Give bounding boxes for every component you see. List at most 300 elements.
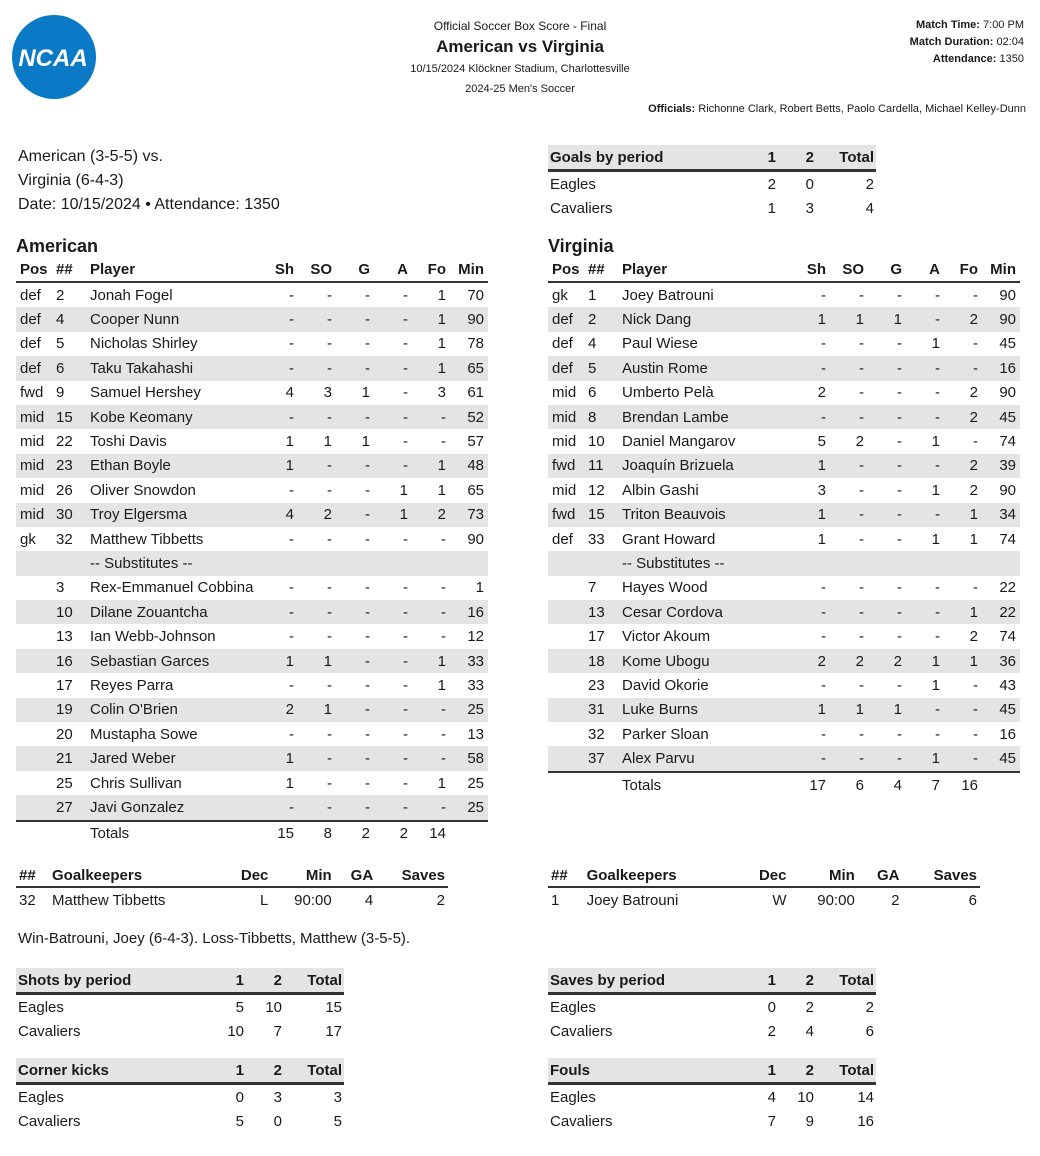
- stat-fo: -: [944, 356, 982, 380]
- box-header-row: [548, 257, 1020, 282]
- stat-sh: -: [260, 307, 298, 331]
- stat-a: 1: [906, 746, 944, 771]
- period-1-value: 1: [767, 199, 776, 217]
- goalkeeper-row: [548, 887, 980, 912]
- stat-so: -: [298, 600, 336, 624]
- total-fo: 16: [944, 772, 982, 797]
- player-name: Albin Gashi: [622, 481, 699, 499]
- stat-g: -: [897, 676, 902, 694]
- period-column-header: Total: [816, 1058, 876, 1084]
- team-label: Cavaliers: [550, 1112, 613, 1130]
- gk-name: Joey Batrouni: [586, 891, 679, 909]
- stat-so: -: [327, 628, 332, 646]
- column-header: Sh: [260, 257, 298, 282]
- stat-a: -: [374, 405, 412, 429]
- player-number: 20: [56, 725, 73, 743]
- stat-min: 65: [467, 481, 484, 499]
- team-label: Cavaliers: [550, 199, 613, 217]
- stat-a: 1: [399, 481, 408, 499]
- stat-sh: 1: [792, 698, 830, 722]
- player-row: [548, 722, 1020, 746]
- column-header: Goalkeepers: [49, 864, 223, 887]
- stat-g: -: [365, 481, 370, 499]
- player-position: mid: [16, 405, 52, 429]
- stat-g: -: [365, 530, 370, 548]
- stat-min: 34: [982, 503, 1020, 527]
- stat-g: -: [868, 454, 906, 478]
- period-column-header: 1: [740, 1058, 778, 1084]
- stat-min: 58: [450, 746, 488, 770]
- player-name: Kobe Keomany: [86, 405, 260, 429]
- attendance-label: Attendance:: [932, 53, 997, 65]
- player-name: Paul Wiese: [622, 335, 698, 353]
- period-2-value: 3: [805, 199, 814, 217]
- player-number: 17: [56, 676, 73, 694]
- stat-a: 1: [931, 433, 940, 451]
- stat-so: -: [298, 356, 336, 380]
- column-header: Player: [618, 257, 792, 282]
- player-position: def: [552, 335, 573, 353]
- player-name: Chris Sullivan: [90, 774, 182, 792]
- player-number: 11: [584, 454, 618, 478]
- player-name: Samuel Hershey: [90, 384, 201, 402]
- column-header: ##: [548, 864, 584, 887]
- column-header: Saves: [376, 864, 448, 887]
- stat-min: 13: [467, 725, 484, 743]
- stat-fo: 2: [412, 503, 450, 527]
- player-position: gk: [552, 286, 568, 304]
- stat-g: -: [365, 335, 370, 353]
- period-2-value: 2: [805, 998, 814, 1016]
- box-score-american: [16, 257, 488, 846]
- stat-min: 90: [467, 530, 484, 548]
- player-name: Parker Sloan: [622, 725, 709, 743]
- empty-cell: [944, 551, 982, 575]
- stat-so: 1: [298, 649, 336, 673]
- stat-min: 90: [450, 307, 488, 331]
- player-position: def: [16, 307, 52, 331]
- player-number: 12: [588, 481, 605, 499]
- period-row: [16, 1109, 344, 1133]
- stat-so: -: [859, 628, 864, 646]
- match-duration-label: Match Duration:: [909, 36, 994, 48]
- empty-cell: [868, 551, 906, 575]
- period-2-value: 9: [805, 1112, 814, 1130]
- stat-so: 2: [298, 503, 336, 527]
- stat-so: 2: [855, 433, 864, 451]
- stat-min: 12: [467, 628, 484, 646]
- player-name: Dilane Zouantcha: [86, 600, 260, 624]
- total-value: 16: [857, 1112, 874, 1130]
- player-row: [16, 332, 488, 356]
- stat-g: -: [336, 454, 374, 478]
- player-row: [16, 454, 488, 478]
- player-number: 6: [588, 384, 597, 402]
- empty-cell: [792, 551, 830, 575]
- player-name: Matthew Tibbetts: [90, 530, 204, 548]
- stat-min: 52: [450, 405, 488, 429]
- total-value: 5: [333, 1112, 342, 1130]
- stat-fo: 1: [969, 530, 978, 548]
- stat-a: -: [906, 503, 944, 527]
- player-position: [548, 746, 584, 771]
- team-name: Virginia: [548, 236, 614, 256]
- stat-min: 36: [982, 649, 1020, 673]
- stat-g: -: [897, 433, 902, 451]
- player-row: [16, 600, 488, 624]
- stat-so: -: [830, 454, 868, 478]
- stat-so: -: [859, 384, 864, 402]
- stat-fo: -: [441, 628, 446, 646]
- goals-by-period: [548, 145, 876, 220]
- stat-so: 1: [830, 307, 868, 331]
- stat-min: 90: [999, 286, 1016, 304]
- report-season: 2024-25 Men's Soccer: [465, 83, 575, 95]
- player-row: [16, 282, 488, 307]
- column-header: GA: [858, 864, 903, 887]
- ncaa-logo: [11, 14, 97, 100]
- player-row: [16, 771, 488, 795]
- stat-g: -: [336, 600, 374, 624]
- period-header-row: [16, 968, 344, 994]
- stat-a: -: [906, 454, 944, 478]
- empty-cell: [260, 551, 298, 575]
- stat-a: -: [403, 335, 408, 353]
- player-row: [548, 746, 1020, 771]
- player-name: Umberto Pelà: [622, 384, 714, 402]
- stat-g: -: [897, 725, 902, 743]
- stat-min: 73: [450, 503, 488, 527]
- player-row: [548, 307, 1020, 331]
- empty-cell: [450, 821, 488, 846]
- stat-g: -: [868, 405, 906, 429]
- total-value: 6: [865, 1022, 874, 1040]
- player-position: def: [20, 335, 41, 353]
- player-name: Joey Batrouni: [622, 286, 714, 304]
- period-column-header: Total: [284, 968, 344, 994]
- match-info: [910, 17, 1024, 68]
- player-number: 23: [52, 454, 86, 478]
- stat-g: 1: [868, 307, 906, 331]
- player-row: [16, 429, 488, 453]
- stat-fo: 2: [944, 454, 982, 478]
- player-row: [16, 673, 488, 697]
- period-table-title: Corner kicks: [16, 1058, 208, 1084]
- player-position: [548, 600, 584, 624]
- stat-g: -: [365, 725, 370, 743]
- stat-fo: 2: [969, 481, 978, 499]
- player-number: 1: [588, 286, 597, 304]
- stat-so: -: [859, 579, 864, 597]
- stat-sh: 1: [285, 774, 294, 792]
- period-1-value: 5: [235, 1112, 244, 1130]
- team-label: Eagles: [18, 998, 64, 1016]
- stat-fo: 2: [969, 384, 978, 402]
- player-position: mid: [16, 454, 52, 478]
- gk-saves: 6: [968, 891, 977, 909]
- stat-so: -: [859, 530, 864, 548]
- stat-so: -: [830, 746, 868, 771]
- stat-sh: 5: [817, 433, 826, 451]
- total-value: 4: [865, 199, 874, 217]
- player-name: Daniel Mangarov: [622, 433, 736, 451]
- player-number: 13: [56, 628, 73, 646]
- total-sh: 15: [260, 821, 298, 846]
- gk-number: 1: [551, 891, 560, 909]
- stat-g: -: [365, 774, 370, 792]
- period-header-row: [548, 1058, 876, 1084]
- player-position: [16, 722, 52, 746]
- stat-fo: -: [944, 746, 982, 771]
- substitutes-row: [16, 551, 488, 575]
- player-position: mid: [552, 384, 577, 402]
- column-header: Goalkeepers: [584, 864, 737, 887]
- column-header: Min: [982, 257, 1020, 282]
- stat-fo: -: [973, 579, 978, 597]
- stat-g: -: [897, 481, 902, 499]
- player-row: [548, 600, 1020, 624]
- stat-g: -: [897, 286, 902, 304]
- player-row: [16, 307, 488, 331]
- player-name: Sebastian Garces: [86, 649, 260, 673]
- stat-so: -: [327, 725, 332, 743]
- player-position: [548, 673, 584, 697]
- period-column-header: 1: [208, 968, 246, 994]
- team-label: Eagles: [550, 998, 596, 1016]
- player-row: [548, 673, 1020, 697]
- player-name: Nicholas Shirley: [90, 335, 198, 353]
- stat-so: -: [830, 405, 868, 429]
- player-number: 30: [52, 503, 86, 527]
- total-value: 2: [865, 998, 874, 1016]
- stat-min: 1: [475, 579, 484, 597]
- total-a: 7: [906, 772, 944, 797]
- report-title: American vs Virginia: [436, 37, 604, 56]
- gk-decision: W: [772, 891, 787, 909]
- stat-sh: -: [289, 335, 294, 353]
- stat-min: 45: [999, 335, 1016, 353]
- officials-label: Officials:: [648, 103, 696, 115]
- column-header: Pos: [548, 257, 584, 282]
- player-number: 2: [56, 286, 65, 304]
- stat-sh: 1: [792, 454, 830, 478]
- stat-a: -: [935, 579, 940, 597]
- player-position: [548, 698, 584, 722]
- stat-g: -: [897, 384, 902, 402]
- column-header: ##: [16, 864, 49, 887]
- empty-cell: [548, 772, 584, 797]
- team-virginia-section: [548, 236, 1020, 797]
- player-name: Troy Elgersma: [86, 503, 260, 527]
- totals-row: [548, 772, 1020, 797]
- player-position: [16, 576, 52, 600]
- stat-min: 39: [982, 454, 1020, 478]
- team-name: American: [16, 236, 99, 256]
- report-header: [300, 17, 740, 99]
- stat-fo: 2: [944, 307, 982, 331]
- player-position: [16, 624, 52, 648]
- stat-so: -: [298, 454, 336, 478]
- player-position: [548, 624, 584, 648]
- stat-sh: 1: [817, 530, 826, 548]
- stat-min: 43: [999, 676, 1016, 694]
- stat-sh: 1: [260, 746, 298, 770]
- player-row: [548, 503, 1020, 527]
- summary-line-1: American (3-5-5) vs.: [18, 148, 163, 165]
- player-row: [548, 576, 1020, 600]
- stat-a: -: [935, 384, 940, 402]
- stat-sh: -: [821, 628, 826, 646]
- column-header: Dec: [737, 864, 790, 887]
- stat-g: -: [897, 579, 902, 597]
- stat-so: -: [859, 725, 864, 743]
- stat-so: -: [327, 286, 332, 304]
- stat-fo: 3: [437, 384, 446, 402]
- stat-g: 1: [361, 384, 370, 402]
- column-header: SO: [298, 257, 336, 282]
- stat-so: -: [298, 405, 336, 429]
- stat-fo: 1: [944, 600, 982, 624]
- substitutes-row: [548, 551, 1020, 575]
- stat-g: -: [336, 356, 374, 380]
- player-name: Jonah Fogel: [90, 286, 173, 304]
- player-row: [16, 795, 488, 820]
- stat-fo: -: [412, 698, 450, 722]
- player-position: [548, 722, 584, 746]
- stat-fo: -: [441, 579, 446, 597]
- team-label: Cavaliers: [18, 1112, 81, 1130]
- substitutes-label: -- Substitutes --: [618, 551, 792, 575]
- column-header: Pos: [16, 257, 52, 282]
- stat-a: 1: [931, 530, 940, 548]
- totals-row: [16, 821, 488, 846]
- stat-g: -: [868, 600, 906, 624]
- player-number: 7: [588, 579, 597, 597]
- player-position: [16, 746, 52, 770]
- stat-a: -: [374, 795, 412, 820]
- player-position: gk: [20, 530, 36, 548]
- player-number: 19: [52, 698, 86, 722]
- period-column-header: 2: [778, 145, 816, 171]
- stat-fo: -: [973, 286, 978, 304]
- stat-min: 57: [467, 433, 484, 451]
- player-number: 5: [56, 335, 65, 353]
- column-header: A: [906, 257, 944, 282]
- player-position: [16, 600, 52, 624]
- totals-label: Totals: [86, 821, 260, 846]
- player-position: mid: [552, 433, 577, 451]
- shots-by-period: [16, 968, 344, 1043]
- stat-a: -: [906, 356, 944, 380]
- stat-min: 74: [999, 628, 1016, 646]
- player-row: [548, 405, 1020, 429]
- stat-fo: -: [441, 530, 446, 548]
- stat-sh: 1: [792, 503, 830, 527]
- period-header-row: [548, 968, 876, 994]
- player-name: Reyes Parra: [90, 676, 174, 694]
- period-table-title: Goals by period: [548, 145, 740, 171]
- player-number: 26: [56, 481, 73, 499]
- total-so: 6: [830, 772, 868, 797]
- stat-g: -: [336, 746, 374, 770]
- stat-min: 16: [999, 725, 1016, 743]
- player-position: mid: [20, 481, 45, 499]
- stat-g: -: [365, 676, 370, 694]
- stat-g: -: [365, 579, 370, 597]
- stat-so: -: [859, 286, 864, 304]
- player-number: 32: [588, 725, 605, 743]
- player-number: 10: [52, 600, 86, 624]
- gk-header-row: [16, 864, 448, 887]
- player-number: 2: [584, 307, 618, 331]
- period-column-header: 2: [246, 1058, 284, 1084]
- stat-so: 2: [830, 649, 868, 673]
- period-2-value: 0: [805, 175, 814, 193]
- column-header: G: [336, 257, 374, 282]
- player-position: [548, 576, 584, 600]
- stat-fo: 1: [437, 774, 446, 792]
- stat-sh: -: [289, 530, 294, 548]
- stat-a: -: [906, 307, 944, 331]
- empty-cell: [52, 551, 86, 575]
- player-position: def: [548, 356, 584, 380]
- summary-line-3: Date: 10/15/2024 • Attendance: 1350: [18, 196, 280, 213]
- player-number: 17: [588, 628, 605, 646]
- player-name: Victor Akoum: [622, 628, 711, 646]
- total-g: 2: [336, 821, 374, 846]
- stat-sh: 2: [817, 384, 826, 402]
- stat-g: -: [336, 649, 374, 673]
- column-header: Saves: [903, 864, 981, 887]
- goalkeepers-virginia: [548, 864, 980, 912]
- period-2-value: 7: [273, 1022, 282, 1040]
- player-name: Ian Webb-Johnson: [90, 628, 216, 646]
- player-row: [548, 332, 1020, 356]
- report-venue: 10/15/2024 Klöckner Stadium, Charlottesville: [410, 63, 630, 75]
- stat-a: -: [906, 698, 944, 722]
- player-name: Rex-Emmanuel Cobbina: [90, 579, 254, 597]
- stat-g: -: [336, 405, 374, 429]
- period-row: [548, 994, 876, 1020]
- period-1-value: 10: [227, 1022, 244, 1040]
- stat-min: 16: [450, 600, 488, 624]
- empty-cell: [584, 772, 618, 797]
- stat-so: -: [830, 503, 868, 527]
- box-score-virginia: [548, 257, 1020, 797]
- stat-sh: 4: [285, 384, 294, 402]
- stat-g: -: [897, 530, 902, 548]
- gk-decision: L: [260, 891, 269, 909]
- player-name: Javi Gonzalez: [86, 795, 260, 820]
- period-column-header: Total: [816, 145, 876, 171]
- period-1-value: 0: [767, 998, 776, 1016]
- stat-min: 22: [999, 579, 1016, 597]
- match-duration: 02:04: [996, 36, 1024, 48]
- stat-sh: 1: [260, 454, 298, 478]
- empty-cell: [412, 551, 450, 575]
- player-row: [548, 381, 1020, 405]
- period-1-value: 2: [767, 1022, 776, 1040]
- stat-sh: 2: [792, 649, 830, 673]
- stat-fo: 1: [412, 649, 450, 673]
- period-2-value: 10: [265, 998, 282, 1016]
- stat-so: -: [298, 795, 336, 820]
- stat-a: -: [403, 433, 408, 451]
- stat-so: -: [859, 335, 864, 353]
- corner-kicks: [16, 1058, 344, 1133]
- period-row: [16, 994, 344, 1020]
- stat-a: 1: [931, 676, 940, 694]
